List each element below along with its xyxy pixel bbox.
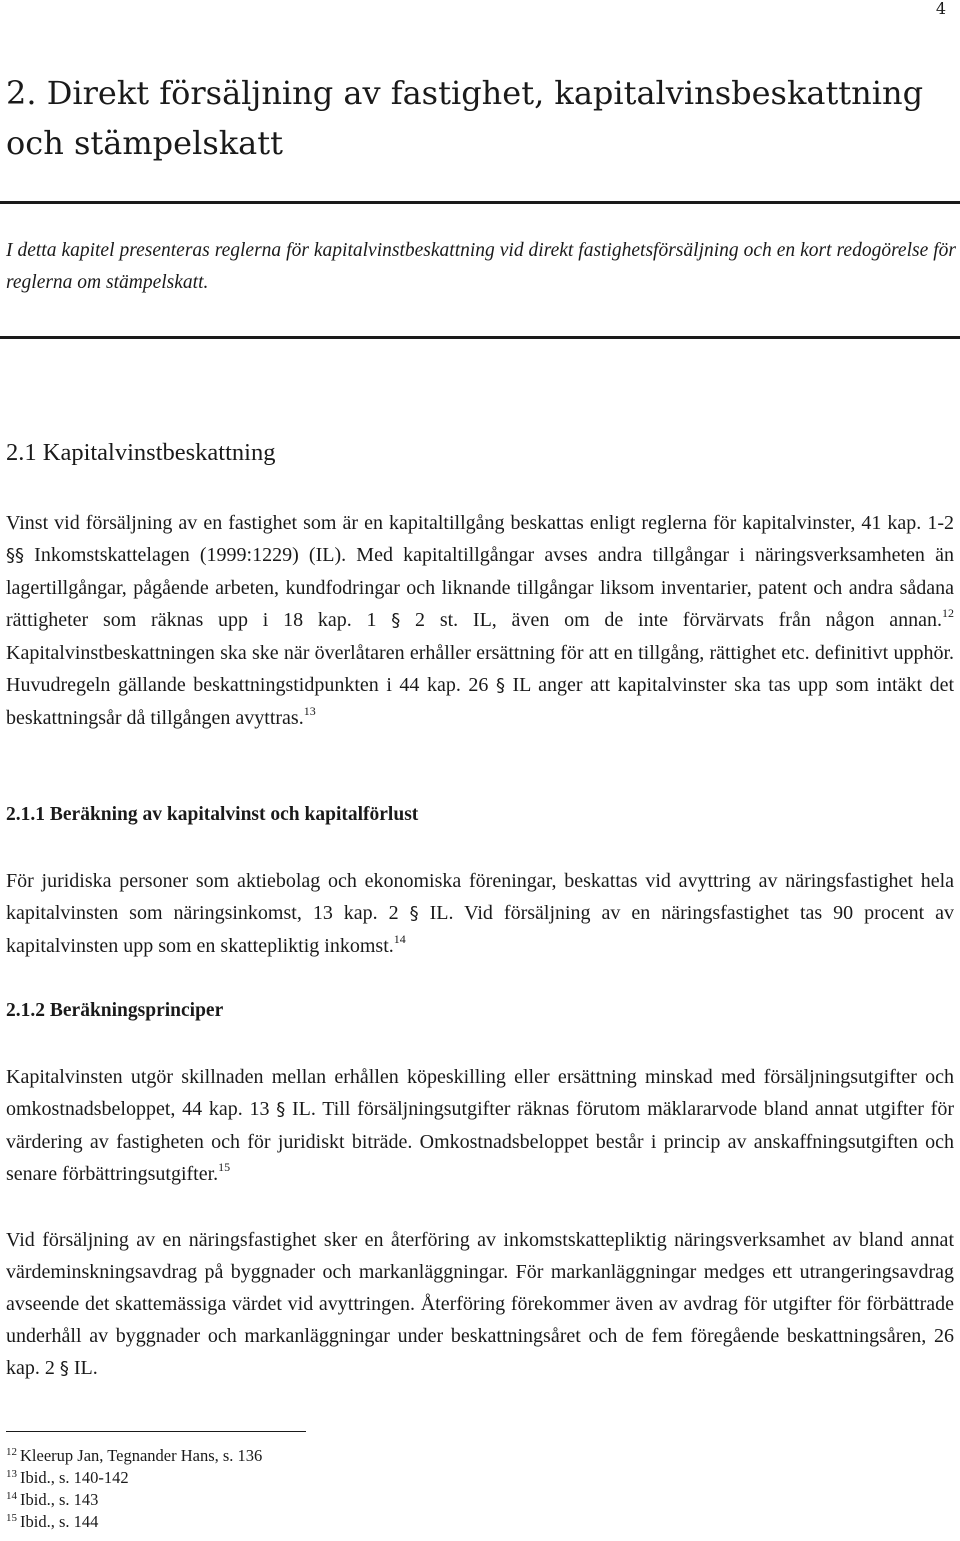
section-sign: § xyxy=(276,1099,286,1120)
chapter-title: 2. Direkt försäljning av fastighet, kapitalvinsbeskattning och stämpelskatt xyxy=(6,74,924,162)
section-paragraph: Vinst vid försäljning av en fastighet som är en kapitaltillgång beskattas enligt reglerna för kapitalvinster, 41 kap. 1-2 §§ Inkomstskattelagen (1999:1229) (IL). Med kapitaltillgångar avses andra tillgångar i näringsverksamheten än lagertillgångar, pågående arbeten, kundfodringar och liknande tillgångar liksom inventarier, patent och andra sådana rättigheter som räknas upp i 18 kap. 1 § 2 st. IL, även om de inte förvärvats från någon annan.$^{12}$ Kapitalvinstbeskattningen ska ske när överlåtaren erhåller ersättning för att en tillgång, rättighet etc. definitivt upphör. Huvudregeln gällande beskattningstidpunkten i 44 kap. 26 § IL anger att kapitalvinster ska tas upp som intäkt det beskattningsår då tillgången avyttras.$^{13}$ xyxy=(6,512,954,729)
section-sign: § xyxy=(391,610,401,631)
section-sign: § xyxy=(409,903,419,924)
subsection-2-paragraph-1: Kapitalvinsten utgör skillnaden mellan erhållen köpeskilling eller ersättning minskad med försäljningsutgifter och omkostnadsbeloppet, 44 kap. 13 § IL. Till försäljningsutgifter räknas förutom mäklararvode bland annat utgifter för värdering av fastigheten och för juridiskt biträde. Omkostnadsbeloppet består i princip av anskaffningsutgiften och senare förbättringsutgifter.$^{15}$ xyxy=(6,1066,954,1185)
footnote-ref: 15 xyxy=(218,1160,231,1174)
subsection-title-2: 2.1.2 Beräkningsprinciper xyxy=(6,1000,224,1021)
footnote-ref: 12 xyxy=(942,606,954,620)
chapter-intro: I detta kapitel presenteras reglerna för kapitalvinstbeskattning vid direkt fastighetsförsäljning och en kort redogörelse för reglerna om stämpelskatt. xyxy=(6,240,956,293)
subsection-1-paragraph: För juridiska personer som aktiebolag och ekonomiska föreningar, beskattas vid avyttring av näringsfastighet hela kapitalvinsten som näringsinkomst, 13 kap. 2 § IL. Vid försäljning av en näringsfastighet tas 90 procent av kapitalvinsten upp som en skattepliktig inkomst.$^{14}$ xyxy=(6,870,954,957)
footnote-ref: 13 xyxy=(303,704,316,718)
page-number: 4 xyxy=(935,0,946,18)
title-rule-top xyxy=(0,201,960,204)
footnote: $^{15}$ Ibid., s. 144 xyxy=(6,1512,99,1531)
section-sign: §§ xyxy=(6,545,24,566)
footnote: $^{14}$ Ibid., s. 143 xyxy=(6,1490,99,1509)
section-title: 2.1 Kapitalvinstbeskattning xyxy=(6,439,276,466)
subsection-2-paragraph-2: Vid försäljning av en näringsfastighet sker en återföring av inkomstskattepliktig näringsverksamhet av bland annat värdeminskningsavdrag på byggnader och markanläggningar. För markanläggningar medges ett utrangeringsavdrag avseende det skattemässiga värdet vid avyttringen. Återföring förekommer även av avdrag för utgifter för förbättrade underhåll av byggnader och markanläggningar under beskattningsåret och de fem föregående beskattningsåren, 26 kap. 2 § IL. xyxy=(6,1229,954,1379)
footnote: $^{13}$ Ibid., s. 140-142 xyxy=(6,1468,129,1487)
section-sign: § xyxy=(495,675,505,696)
footnotes xyxy=(6,1445,262,1533)
subsection-title-1: 2.1.1 Beräkning av kapitalvinst och kapitalförlust xyxy=(6,804,419,825)
footnote-ref: 14 xyxy=(393,932,406,946)
footnote-separator xyxy=(6,1431,306,1432)
title-rule-bottom xyxy=(0,336,960,339)
section-sign: § xyxy=(59,1358,69,1379)
footnote: $^{12}$ Kleerup Jan, Tegnander Hans, s. 136 xyxy=(6,1446,263,1465)
